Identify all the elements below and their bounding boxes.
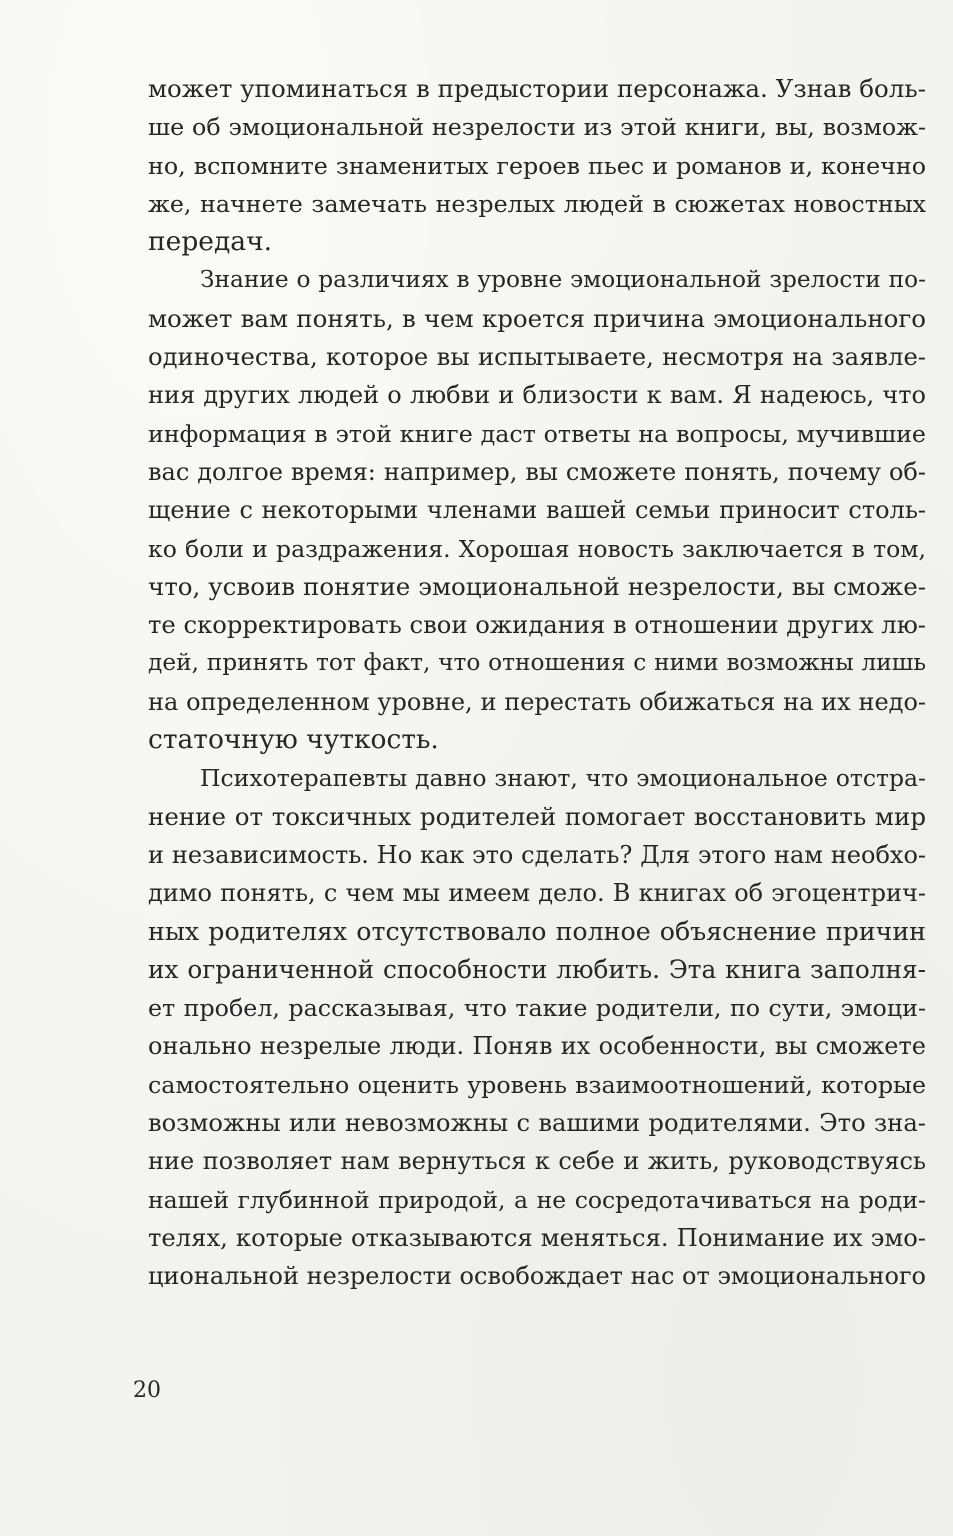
text-line: может вам понять, в чем кроется причина эмоционального: [148, 303, 926, 333]
text-line: информация в этой книге даст ответы на вопросы, мучившие: [148, 419, 926, 448]
text-line: же, начнете замечать незрелых людей в сюжетах новостных: [148, 189, 926, 218]
text-line: что, усвоив понятие эмоциональной незрелости, вы сможе-: [148, 571, 926, 601]
text-line: циональной незрелости освобождает нас от эмоционального: [148, 1262, 926, 1291]
text-line: дей, принять тот факт, что отношения с ними возможны лишь: [148, 649, 926, 677]
text-line: Психотерапевты давно знают, что эмоциональное отстра-: [200, 764, 926, 793]
text-line: может упоминаться в предыстории персонажа. Узнав боль-: [148, 74, 926, 103]
text-line: щение с некоторыми членами вашей семьи приносит столь-: [148, 496, 926, 525]
page-number: 20: [133, 1378, 161, 1403]
text-line: нашей глубинной природой, а не сосредотачиваться на роди-: [148, 1185, 926, 1214]
text-line: на определенном уровне, и перестать обижаться на их недо-: [148, 687, 926, 716]
text-line: одиночества, которое вы испытываете, несмотря на заявле-: [148, 342, 926, 372]
paragraph-1: [148, 70, 926, 261]
text-line: ние позволяет нам вернуться к себе и жить, руководствуясь: [148, 1147, 926, 1176]
text-line: онально незрелые люди. Поняв их особенности, вы сможете: [148, 1032, 926, 1061]
text-line: ных родителях отсутствовало полное объяснение причин: [148, 916, 926, 946]
text-line: Знание о различиях в уровне эмоциональной зрелости по-: [200, 266, 926, 294]
text-line: ко боли и раздражения. Хорошая новость заключается в том,: [148, 534, 926, 563]
text-line: передач.: [148, 226, 273, 258]
text-line: ния других людей о любви и близости к вам. Я надеюсь, что: [148, 381, 926, 410]
text-line: ше об эмоциональной незрелости из этой книги, вы, возмож-: [148, 113, 926, 142]
text-line: те скорректировать свои ожидания в отношении других лю-: [148, 610, 926, 640]
text-line: статочную чуткость.: [148, 724, 439, 756]
body-text: [148, 70, 926, 1296]
paragraph-3: [148, 759, 926, 1295]
text-line: но, вспомните знаменитых героев пьес и романов и, конечно: [148, 151, 926, 180]
text-line: и независимость. Но как это сделать? Для этого нам необхо-: [148, 840, 926, 869]
paragraph-2: [148, 261, 926, 759]
text-line: возможны или невозможны с вашими родителями. Это зна-: [148, 1108, 926, 1138]
text-line: ет пробел, рассказывая, что такие родители, по сути, эмоци-: [148, 994, 926, 1023]
text-line: самостоятельно оценить уровень взаимоотношений, которые: [148, 1070, 926, 1099]
text-line: димо понять, с чем мы имеем дело. В книгах об эгоцентрич-: [148, 879, 926, 908]
text-line: их ограниченной способности любить. Эта книга заполня-: [148, 954, 926, 984]
text-line: телях, которые отказываются меняться. Понимание их эмо-: [148, 1222, 926, 1252]
text-line: вас долгое время: например, вы сможете понять, почему об-: [148, 457, 926, 486]
text-line: нение от токсичных родителей помогает восстановить мир: [148, 801, 926, 831]
